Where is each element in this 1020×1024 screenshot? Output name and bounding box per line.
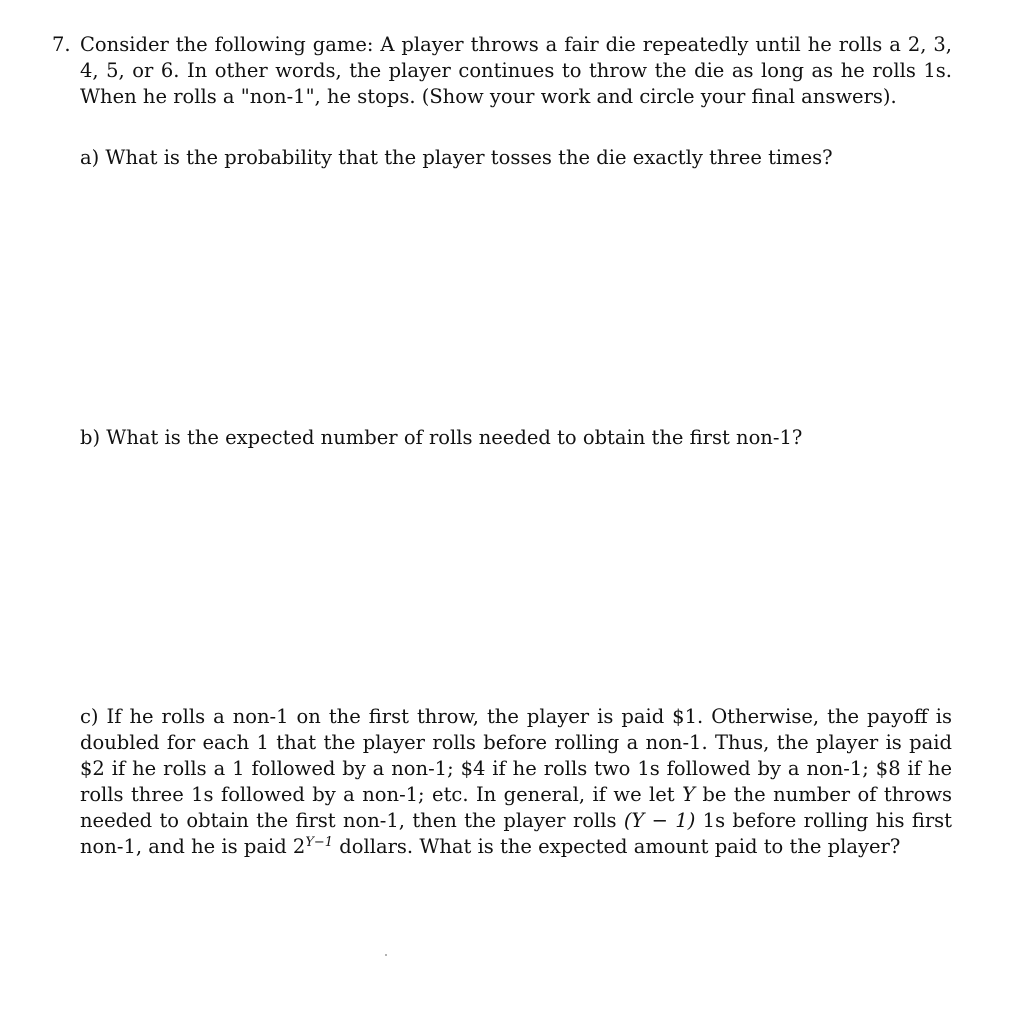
part-a-question: a) What is the probability that the player tosses the die exactly three times?: [80, 146, 833, 169]
power-exponent: Y−1: [305, 835, 334, 850]
part-c-text-3: 1s before rolling his first non-1, and he is paid: [80, 809, 953, 858]
part-c-text-4: dollars. What is the expected amount paid to the player?: [339, 835, 901, 858]
problem-7: [52, 32, 952, 110]
problem-intro: Consider the following game: A player throws a fair die repeatedly until he rolls a 2, 3, 4, 5, or 6. In other words, the player continues to throw the die as long as he rolls 1s. When he rolls a "non-1", he stops. (Show your work and circle your final answers).: [80, 33, 952, 108]
part-c-question: [80, 704, 952, 860]
part-c-text-2: be the number of throws needed to obtain the first non-1, then the player rolls: [80, 783, 953, 832]
power-base: 2: [292, 835, 306, 858]
variable-y: Y: [682, 783, 695, 806]
part-c-text-1: c) If he rolls a non-1 on the first throw, the player is paid $1. Otherwise, the payoff is doubled for each 1 that the player rolls before rolling a non-1. Thus, the player is paid $2 if he rolls a 1 followed by a non-1; $4 if he rolls two 1s followed by a non-1; $8 if he rolls three 1s followed by a non-1; etc. In general, if we let: [80, 705, 952, 806]
expression-y-minus-1: (Y − 1): [623, 809, 696, 832]
payoff-formula: [293, 835, 333, 858]
problem-number: 7.: [52, 33, 71, 56]
scan-speck: [385, 954, 387, 956]
part-b-question: b) What is the expected number of rolls needed to obtain the first non-1?: [80, 426, 803, 449]
